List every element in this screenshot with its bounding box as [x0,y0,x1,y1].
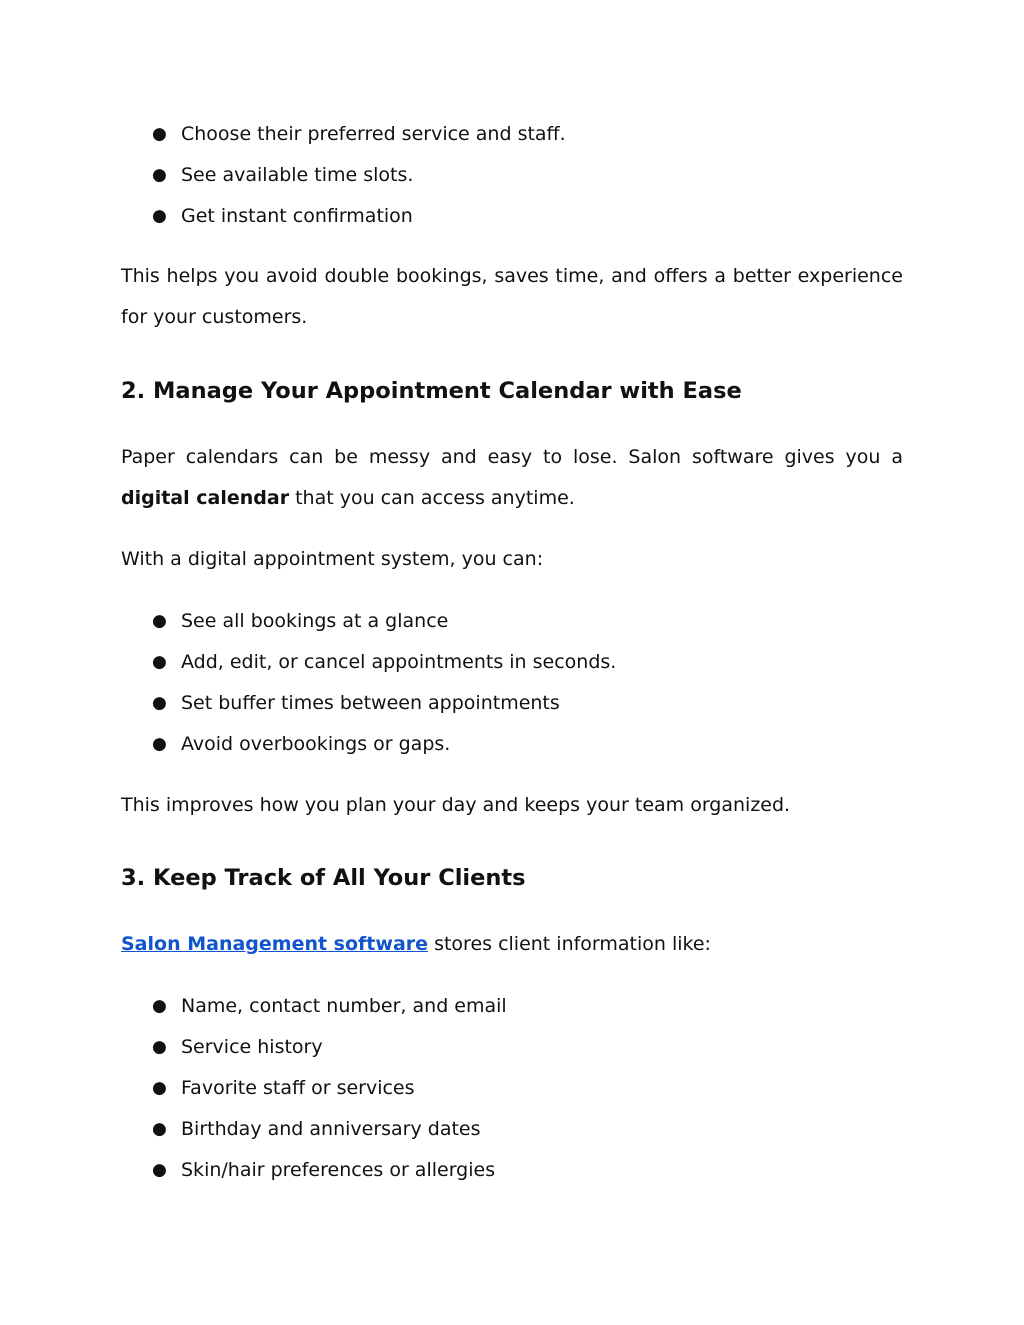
bullet-icon: ● [152,1078,167,1098]
intro-paragraph: This helps you avoid double bookings, saves time, and offers a better experience for your customers. [121,265,903,328]
section-3-bullet-list [121,993,903,1198]
section-2-paragraph-3: This improves how you plan your day and keeps your team organized. [121,794,791,816]
section-2-heading: 2. Manage Your Appointment Calendar with Ease [121,378,742,404]
section-3-paragraph: Salon Management software stores client information like: [121,933,711,955]
bullet-icon: ● [152,734,167,754]
bold-phrase: digital calendar [121,487,290,509]
section-2-bullet-list [121,608,903,772]
list-item: ● Choose their preferred service and staff. [152,123,566,145]
list-item: ● Name, contact number, and email [152,995,507,1017]
bullet-icon: ● [152,611,167,631]
list-item: ● See available time slots. [152,164,414,186]
intro-bullet-list [121,121,903,244]
bullet-icon: ● [152,1119,167,1139]
section-3-heading: 3. Keep Track of All Your Clients [121,865,526,891]
list-item: ● Avoid overbookings or gaps. [152,733,451,755]
bullet-icon: ● [152,996,167,1016]
section-2-paragraph-2: With a digital appointment system, you can: [121,548,544,570]
list-item: ● Skin/hair preferences or allergies [152,1159,496,1181]
list-item: ● Favorite staff or services [152,1077,415,1099]
bullet-icon: ● [152,1160,167,1180]
bullet-icon: ● [152,1037,167,1057]
list-item: ● Birthday and anniversary dates [152,1118,481,1140]
bullet-icon: ● [152,206,167,226]
salon-management-software-link[interactable]: Salon Management software [121,933,429,955]
list-item: ● Service history [152,1036,323,1058]
bullet-icon: ● [152,165,167,185]
list-item: ● Set buffer times between appointments [152,692,560,714]
section-2-paragraph-1: Paper calendars can be messy and easy to lose. Salon software gives you a digital calendar that you can access anytime. [121,446,903,509]
bullet-icon: ● [152,124,167,144]
bullet-icon: ● [152,693,167,713]
list-item: ● Add, edit, or cancel appointments in seconds. [152,651,617,673]
bullet-icon: ● [152,652,167,672]
list-item: ● Get instant confirmation [152,205,413,227]
list-item: ● See all bookings at a glance [152,610,449,632]
